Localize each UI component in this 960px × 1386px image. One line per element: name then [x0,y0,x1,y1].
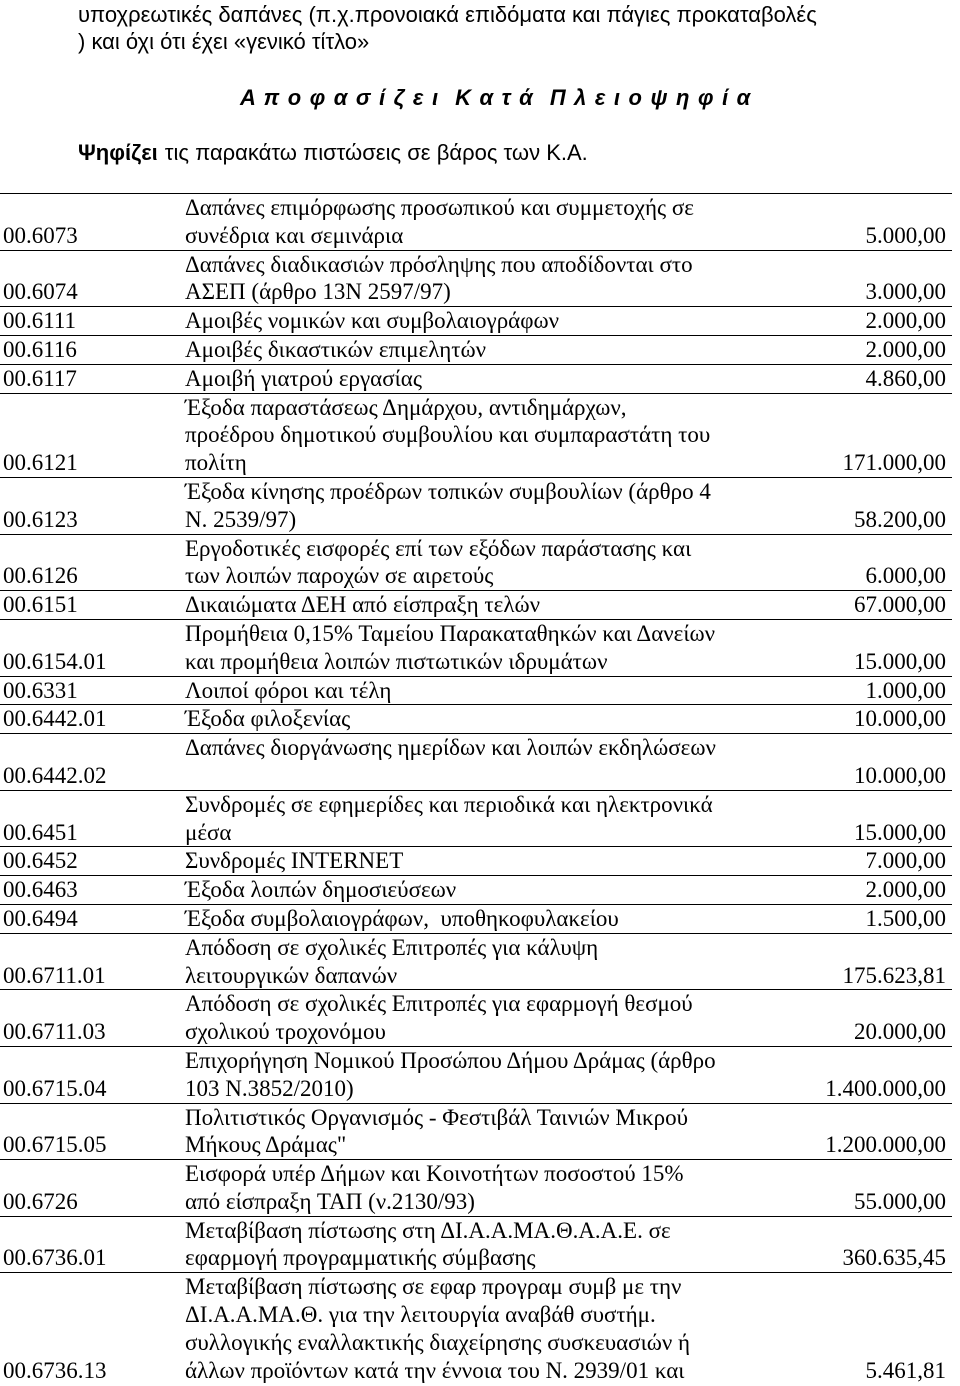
table-row [0,933,952,990]
account-code: 00.6073 [0,194,180,251]
intro-line-1: υποχρεωτικές δαπάνες (π.χ.προνοιακά επιδόματα και πάγιες προκαταβολές [78,2,817,27]
item-description: Δαπάνες διοργάνωσης ημερίδων και λοιπών εκδηλώσεων [180,734,792,791]
account-code: 00.6121 [0,393,180,477]
table-row [0,1216,952,1273]
item-description: Έξοδα κίνησης προέδρων τοπικών συμβουλίων (άρθρο 4 Ν. 2539/97) [180,477,792,534]
account-code: 00.6111 [0,307,180,336]
account-code: 00.6154.01 [0,619,180,676]
account-code: 00.6736.01 [0,1216,180,1273]
account-code: 00.6451 [0,790,180,847]
account-code: 00.6126 [0,534,180,591]
account-code: 00.6074 [0,250,180,307]
table-row [0,847,952,876]
account-code: 00.6452 [0,847,180,876]
item-description: Συνδρομές INTERNET [180,847,792,876]
item-description: Απόδοση σε σχολικές Επιτροπές για εφαρμογή θεσμού σχολικού τροχονόμου [180,990,792,1047]
item-amount: 2.000,00 [792,876,952,905]
table-row [0,393,952,477]
item-description: Αμοιβές νομικών και συμβολαιογράφων [180,307,792,336]
intro-paragraph [78,1,817,55]
item-description: Έξοδα συμβολαιογράφων, υποθηκοφυλακείου [180,904,792,933]
table-row [0,591,952,620]
vote-statement [78,139,588,166]
item-description: Δαπάνες διαδικασιών πρόσληψης που αποδίδονται στο ΑΣΕΠ (άρθρο 13Ν 2597/97) [180,250,792,307]
item-amount: 6.000,00 [792,534,952,591]
item-description: Εισφορά υπέρ Δήμων και Κοινοτήτων ποσοστού 15% από είσπραξη ΤΑΠ (ν.2130/93) [180,1160,792,1217]
table-row [0,676,952,705]
table-row [0,534,952,591]
item-description: Έξοδα παραστάσεως Δημάρχου, αντιδημάρχων, προέδρου δημοτικού συμβουλίου και συμπαραστάτη του πολίτη [180,393,792,477]
item-description: Αμοιβές δικαστικών επιμελητών [180,335,792,364]
table-row [0,619,952,676]
item-amount: 10.000,00 [792,705,952,734]
item-description: Αμοιβή γιατρού εργασίας [180,364,792,393]
item-amount: 2.000,00 [792,335,952,364]
account-code: 00.6442.01 [0,705,180,734]
item-description: Επιχορήγηση Νομικού Προσώπου Δήμου Δράμας (άρθρο 103 Ν.3852/2010) [180,1046,792,1103]
item-amount: 67.000,00 [792,591,952,620]
item-description: Έξοδα φιλοξενίας [180,705,792,734]
item-amount: 171.000,00 [792,393,952,477]
item-amount: 1.200.000,00 [792,1103,952,1160]
account-code: 00.6442.02 [0,734,180,791]
item-description: Συνδρομές σε εφημερίδες και περιοδικά και ηλεκτρονικά μέσα [180,790,792,847]
item-amount: 15.000,00 [792,619,952,676]
account-code: 00.6116 [0,335,180,364]
table-row [0,904,952,933]
account-code: 00.6726 [0,1160,180,1217]
account-code: 00.6151 [0,591,180,620]
vote-text: τις παρακάτω πιστώσεις σε βάρος των Κ.Α. [164,140,588,165]
account-code: 00.6463 [0,876,180,905]
table-row [0,1046,952,1103]
table-row [0,1103,952,1160]
item-amount: 5.000,00 [792,194,952,251]
table-row [0,876,952,905]
account-code: 00.6711.03 [0,990,180,1047]
item-description: Απόδοση σε σχολικές Επιτροπές για κάλυψη λειτουργικών δαπανών [180,933,792,990]
item-amount: 175.623,81 [792,933,952,990]
table-row [0,1273,952,1385]
item-amount: 15.000,00 [792,790,952,847]
appropriations-table-body [0,194,952,1385]
item-description: Μεταβίβαση πίστωσης στη ΔΙ.Α.Α.ΜΑ.Θ.Α.Α.Ε. σε εφαρμογή προγραμματικής σύμβασης [180,1216,792,1273]
item-description: Εργοδοτικές εισφορές επί των εξόδων παράστασης και των λοιπών παροχών σε αιρετούς [180,534,792,591]
item-amount: 55.000,00 [792,1160,952,1217]
account-code: 00.6123 [0,477,180,534]
account-code: 00.6715.04 [0,1046,180,1103]
item-description: Έξοδα λοιπών δημοσιεύσεων [180,876,792,905]
item-description: Μεταβίβαση πίστωσης σε εφαρ προγραμ συμβ με την ΔΙ.Α.Α.ΜΑ.Θ. για την λειτουργία αναβάθ συστήμ. συλλογικής εναλλακτικής διαχείρησης συσκευασιών ή άλλων προϊόντων κατά την έννοια του Ν. 2939/01 και [185,1274,691,1383]
item-description: Προμήθεια 0,15% Ταμείου Παρακαταθηκών και Δανείων και προμήθεια λοιπών πιστωτικών ιδρυμάτων [180,619,792,676]
account-code: 00.6715.05 [0,1103,180,1160]
item-amount: 7.000,00 [792,847,952,876]
item-description: Πολιτιστικός Οργανισμός - Φεστιβάλ Ταινιών Μικρού Μήκους Δράμας" [180,1103,792,1160]
item-amount: 1.000,00 [792,676,952,705]
item-description: Λοιποί φόροι και τέλη [180,676,792,705]
intro-line-2: ) και όχι ότι έχει «γενικό τίτλο» [78,29,370,54]
table-row [0,250,952,307]
table-row [0,477,952,534]
table-row [0,335,952,364]
table-row [0,990,952,1047]
item-description: Δαπάνες επιμόρφωσης προσωπικού και συμμετοχής σε συνέδρια και σεμινάρια [180,194,792,251]
decision-heading: Α π ο φ α σ ί ζ ε ι Κ α τ ά Π λ ε ι ο ψ η φ ί α [240,85,751,110]
item-amount: 3.000,00 [792,250,952,307]
table-row [0,705,952,734]
table-row [0,364,952,393]
table-row [0,734,952,791]
item-amount: 2.000,00 [792,307,952,336]
table-row [0,1160,952,1217]
item-amount: 20.000,00 [792,990,952,1047]
item-description: Δικαιώματα ΔΕΗ από είσπραξη τελών [180,591,792,620]
table-row [0,307,952,336]
account-code: 00.6494 [0,904,180,933]
account-code: 00.6711.01 [0,933,180,990]
vote-lead-word: Ψηφίζει [78,140,158,165]
table-row [0,790,952,847]
account-code: 00.6736.13 [3,1357,107,1383]
item-amount: 58.200,00 [792,477,952,534]
item-amount: 360.635,45 [792,1216,952,1273]
table-row [0,194,952,251]
account-code: 00.6117 [0,364,180,393]
item-amount: 1.500,00 [792,904,952,933]
item-amount: 10.000,00 [792,734,952,791]
account-code: 00.6331 [0,676,180,705]
appropriations-table [0,193,952,1384]
item-amount: 1.400.000,00 [792,1046,952,1103]
item-amount: 4.860,00 [792,364,952,393]
item-amount: 5.461,81 [865,1357,946,1383]
